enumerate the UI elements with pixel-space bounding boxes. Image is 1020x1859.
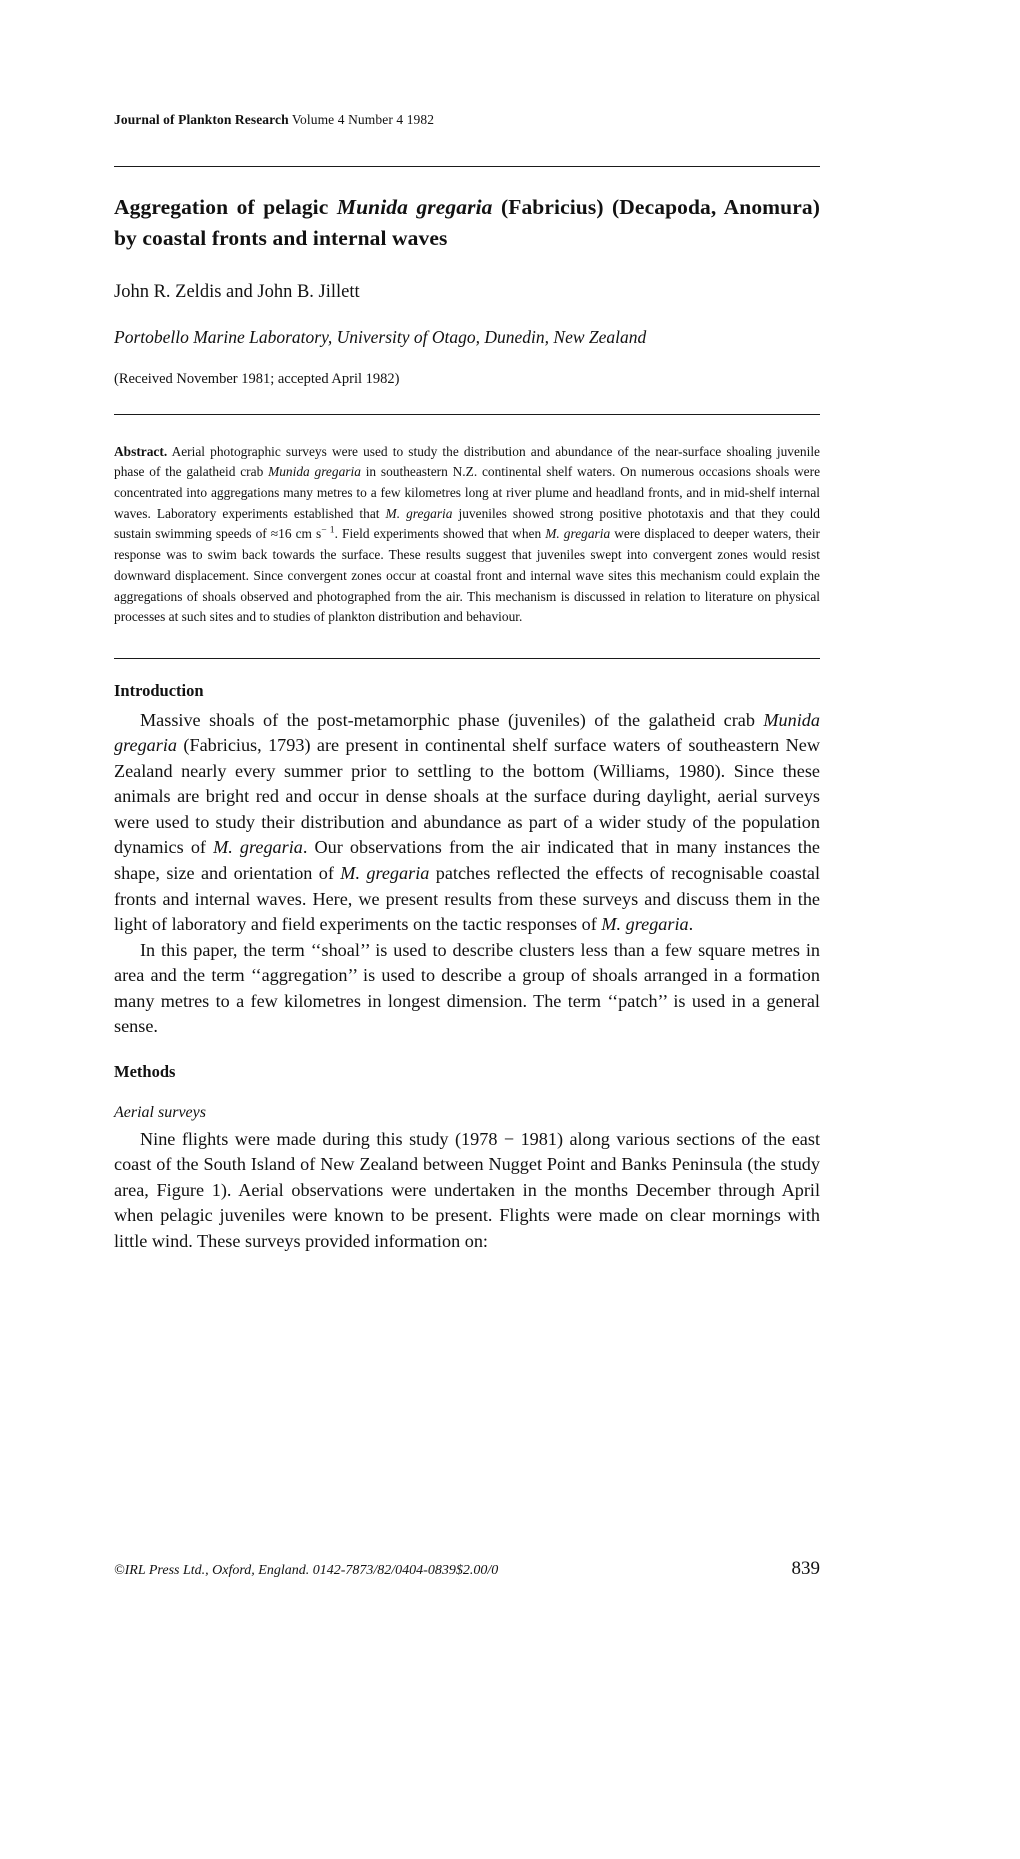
- heading-methods: Methods: [114, 1061, 176, 1081]
- para1-text-c: . Our observations from the air indicated that in many instances the shape, size and orientation of: [114, 837, 820, 883]
- abstract-text-3: juveniles showed strong positive phototaxis and that they could sustain swimming speeds of ≈16 cm s: [114, 505, 820, 542]
- paragraph-aerial-surveys-1: Nine flights were made during this study (1978 − 1981) along various sections of the east coast of the South Island of New Zealand between Nugget Point and Banks Peninsula (the study area, Figure 1). Aerial observations were undertaken in the months December through April when pelagic juveniles were known to be present. Flights were made on clear mornings with little wind. These surveys provided information on:: [114, 1128, 820, 1251]
- abstract-text-5: were displaced to deeper waters, their response was to swim back towards the surface. These results suggest that juveniles swept into convergent zones would resist downward displacement. Since convergent zones occur at coastal front and internal wave sites this mechanism could explain the aggregations of shoals observed and photographed from the air. This mechanism is discussed in relation to literature on physical processes at such sites and to studies of plankton distribution and behaviour.: [114, 526, 820, 625]
- heading-aerial-surveys: Aerial surveys: [114, 1103, 206, 1121]
- page-number: 839: [791, 1558, 820, 1579]
- paragraph-introduction-2: In this paper, the term ‘‘shoal’’ is used to describe clusters less than a few square metres in area and the term ‘‘aggregation’’ is used to describe a group of shoals arranged in a formation many metres to a few kilometres in longest dimension. The term ‘‘patch’’ is used in a general sense.: [114, 939, 820, 1037]
- abstract-species-1: Munida gregaria: [268, 464, 361, 480]
- received-accepted-dates: (Received November 1981; accepted April 1982): [114, 370, 400, 387]
- abstract-unit-exponent: − 1: [321, 525, 335, 537]
- author-affiliation: Portobello Marine Laboratory, University of Otago, Dunedin, New Zealand: [114, 327, 647, 348]
- running-head: [114, 112, 820, 128]
- author-list: John R. Zeldis and John B. Jillett: [114, 282, 360, 303]
- title-species-name: Munida gregaria: [336, 195, 493, 219]
- heading-introduction: Introduction: [114, 681, 204, 700]
- abstract-text-2: in southeastern N.Z. continental shelf waters. On numerous occasions shoals were concentrated into aggregations many metres to a few kilometres long at river plume and headland fronts, and in mid-shelf internal waves. Laboratory experiments established that: [114, 464, 821, 521]
- page-footer: [114, 1558, 820, 1580]
- para1-text-a: Massive shoals of the post-metamorphic phase (juveniles) of the galatheid crab: [140, 709, 764, 730]
- para1-species-3: M. gregaria: [340, 863, 430, 883]
- abstract-label: Abstract.: [114, 443, 168, 459]
- para1-text-b: (Fabricius, 1793) are present in continental shelf surface waters of southeastern New Zealand nearly every summer prior to settling to the bottom (Williams, 1980). Since these animals are bright red and occur in dense shoals at the surface during daylight, aerial surveys were used to study their distribution and abundance as part of a wider study of the population dynamics of: [114, 735, 820, 858]
- para1-species-4: M. gregaria: [601, 914, 689, 935]
- journal-name: Journal of Plankton Research: [114, 112, 289, 127]
- abstract-text-1: Aerial photographic surveys were used to study the distribution and abundance of the near-surface shoaling juvenile phase of the galatheid crab: [114, 443, 820, 480]
- para1-species-1: Munida gregaria: [114, 709, 820, 756]
- rule-top: [114, 166, 820, 167]
- para1-species-2: M. gregaria: [213, 837, 303, 858]
- rule-abstract-bottom: [114, 658, 820, 659]
- title-text-part-1: Aggregation of pelagic: [114, 195, 337, 219]
- para1-text-d: patches reflected the effects of recognisable coastal fronts and internal waves. Here, we present results from these surveys and discuss them in the light of laboratory and field experiments on the tactic responses of: [114, 863, 821, 935]
- title-text-part-2: (Fabricius) (Decapoda, Anomura) by coastal fronts and internal waves: [114, 195, 820, 250]
- abstract-species-2: M. gregaria: [385, 505, 453, 521]
- abstract: [114, 442, 820, 628]
- paragraph-introduction-1: [114, 708, 820, 938]
- journal-issue: Volume 4 Number 4 1982: [288, 112, 435, 127]
- para1-text-e: .: [688, 914, 694, 935]
- copyright-line: ©IRL Press Ltd., Oxford, England. 0142-7873/82/0404-0839$2.00/0: [114, 1563, 499, 1578]
- abstract-species-3: M. gregaria: [545, 526, 611, 542]
- rule-abstract-top: [114, 414, 820, 415]
- abstract-text-4: . Field experiments showed that when: [334, 526, 546, 542]
- article-title: [114, 192, 820, 253]
- page-content: [114, 112, 820, 1254]
